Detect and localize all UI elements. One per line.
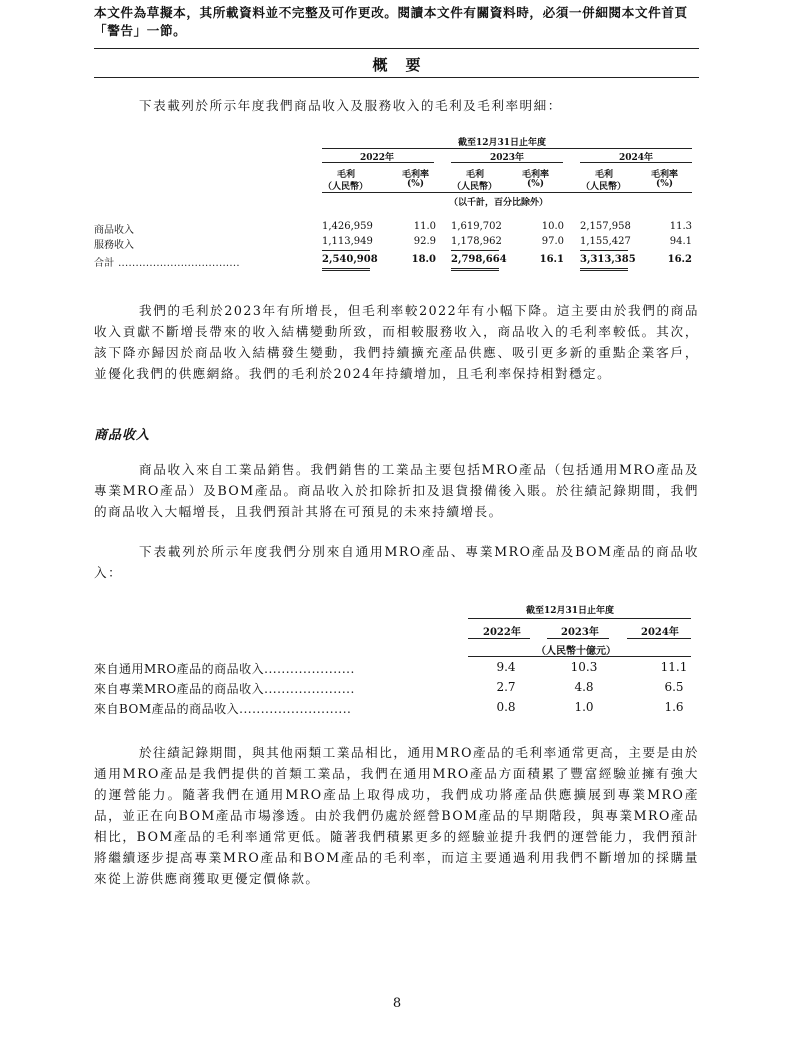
table1-year-2024: 2024年 bbox=[619, 153, 654, 163]
table2-period-header: 截至12月31日止年度 bbox=[526, 606, 615, 616]
col-margin: 毛利率 bbox=[522, 170, 550, 180]
row-label-total: 合計 ................................... bbox=[94, 258, 240, 269]
cell: 11.3 bbox=[669, 221, 692, 232]
goods-revenue-paragraph: 商品收入來自工業品銷售。我們銷售的工業品主要包括MRO產品（包括通用MRO產品及專業MRO產品）及BOM產品。商品收入於扣除折扣及退貨撥備後入賬。於往績記錄期間，我們的商品收入大幅增長，且我們預計其將在可預見的未來持續增長。 bbox=[94, 462, 699, 519]
margin-analysis-paragraph: 於往績記錄期間，與其他兩類工業品相比，通用MRO產品的毛利率通常更高，主要是由於通用MRO產品是我們提供的首類工業品，我們在通用MRO產品方面積累了豐富經驗並擁有強大的運營能力。隨著我們在通用MRO產品上取得成功，我們成功將產品供應擴展到專業MRO產品，並正在向BOM產品市場滲透。由於我們仍處於經營BOM產品的早期階段，與專業MRO產品相比，BOM產品的毛利率通常更低。隨著我們積累更多的經驗並提升我們的運營能力，我們預計將繼續逐步提高專業MRO產品和BOM產品的毛利率，而這主要通過利用我們不斷增加的採購量來從上游供應商獲取更優定價條款。 bbox=[94, 745, 699, 886]
cell: 1,178,962 bbox=[451, 236, 502, 247]
cell: 11.0 bbox=[413, 221, 436, 232]
gross-profit-paragraph: 我們的毛利於2023年有所增長，但毛利率較2022年有小幅下降。這主要由於我們的商品收入貢獻不斷增長帶來的收入結構變動所致，而相較服務收入，商品收入的毛利率較低。其次，該下降亦歸因於商品收入結構發生變動，我們持續擴充產品供應、吸引更多新的重點企業客戶，並優化我們的供應網絡。我們的毛利於2024年持續增加，且毛利率保持相對穩定。 bbox=[94, 303, 699, 381]
row-label-bom: 來自BOM產品的商品收入.......................... bbox=[94, 702, 352, 716]
cell: 92.9 bbox=[413, 236, 436, 247]
cell: 2,157,958 bbox=[580, 221, 631, 232]
header-rule bbox=[94, 48, 699, 49]
table1-year-2022: 2022年 bbox=[360, 153, 395, 163]
cell: 10.3 bbox=[570, 660, 598, 674]
col-gp: 毛利 bbox=[337, 170, 356, 180]
cell-total: 3,313,385 bbox=[580, 254, 636, 265]
cell: 1,426,959 bbox=[322, 221, 373, 232]
cell-total: 2,798,664 bbox=[451, 254, 507, 265]
table1-unit-note: （以千計，百分比除外） bbox=[449, 198, 549, 208]
col-gp-unit: （人民幣） bbox=[452, 182, 498, 192]
cell: 1,619,702 bbox=[451, 221, 502, 232]
cell-total: 16.1 bbox=[539, 254, 564, 265]
col-gp: 毛利 bbox=[466, 170, 485, 180]
row-label-specialized-mro: 來自專業MRO產品的商品收入..................... bbox=[94, 682, 355, 696]
draft-warning: 本文件為草擬本，其所載資料並不完整及可作更改。閱讀本文件有關資料時，必須一併細閱本文件首頁「警告」一節。 bbox=[94, 5, 688, 38]
cell: 1,155,427 bbox=[580, 236, 631, 247]
cell: 97.0 bbox=[541, 236, 564, 247]
col-margin-unit: (%) bbox=[407, 179, 425, 189]
cell: 1.6 bbox=[664, 700, 684, 714]
cell: 9.4 bbox=[496, 660, 516, 674]
cell-total: 16.2 bbox=[667, 254, 692, 265]
table2-intro: 下表載列於所示年度我們分別來自通用MRO產品、專業MRO產品及BOM產品的商品收入： bbox=[94, 544, 699, 580]
col-gp: 毛利 bbox=[595, 170, 614, 180]
col-margin-unit: (%) bbox=[656, 179, 674, 189]
cell: 1.0 bbox=[574, 700, 594, 714]
table2-year-2023: 2023年 bbox=[561, 627, 599, 638]
row-label-general-mro: 來自通用MRO產品的商品收入..................... bbox=[94, 662, 355, 676]
table2-unit-note: （人民幣十億元） bbox=[536, 646, 616, 657]
subheading-goods-revenue: 商品收入 bbox=[94, 428, 151, 443]
cell: 11.1 bbox=[660, 660, 688, 674]
title-rule bbox=[94, 77, 699, 78]
cell: 10.0 bbox=[541, 221, 564, 232]
cell: 0.8 bbox=[496, 700, 516, 714]
table2-year-2022: 2022年 bbox=[483, 627, 521, 638]
cell-total: 18.0 bbox=[411, 254, 436, 265]
row-label-services: 服務收入 bbox=[94, 240, 134, 251]
cell: 4.8 bbox=[574, 680, 594, 694]
cell-total: 2,540,908 bbox=[322, 254, 378, 265]
col-margin-unit: (%) bbox=[527, 179, 545, 189]
table1-year-2023: 2023年 bbox=[490, 153, 525, 163]
cell: 94.1 bbox=[669, 236, 692, 247]
col-gp-unit: （人民幣） bbox=[581, 182, 627, 192]
cell: 2.7 bbox=[496, 680, 516, 694]
page-number: 8 bbox=[392, 996, 402, 1011]
row-label-goods: 商品收入 bbox=[94, 225, 134, 236]
col-margin: 毛利率 bbox=[651, 170, 679, 180]
table2-year-2024: 2024年 bbox=[641, 627, 679, 638]
cell: 1,113,949 bbox=[322, 236, 373, 247]
col-gp-unit: （人民幣） bbox=[323, 182, 369, 192]
table1-period-header: 截至12月31日止年度 bbox=[458, 138, 547, 148]
cell: 6.5 bbox=[664, 680, 684, 694]
table1-intro: 下表載列於所示年度我們商品收入及服務收入的毛利及毛利率明細： bbox=[139, 98, 562, 113]
section-title: 概要 bbox=[372, 56, 439, 74]
col-margin: 毛利率 bbox=[402, 170, 430, 180]
